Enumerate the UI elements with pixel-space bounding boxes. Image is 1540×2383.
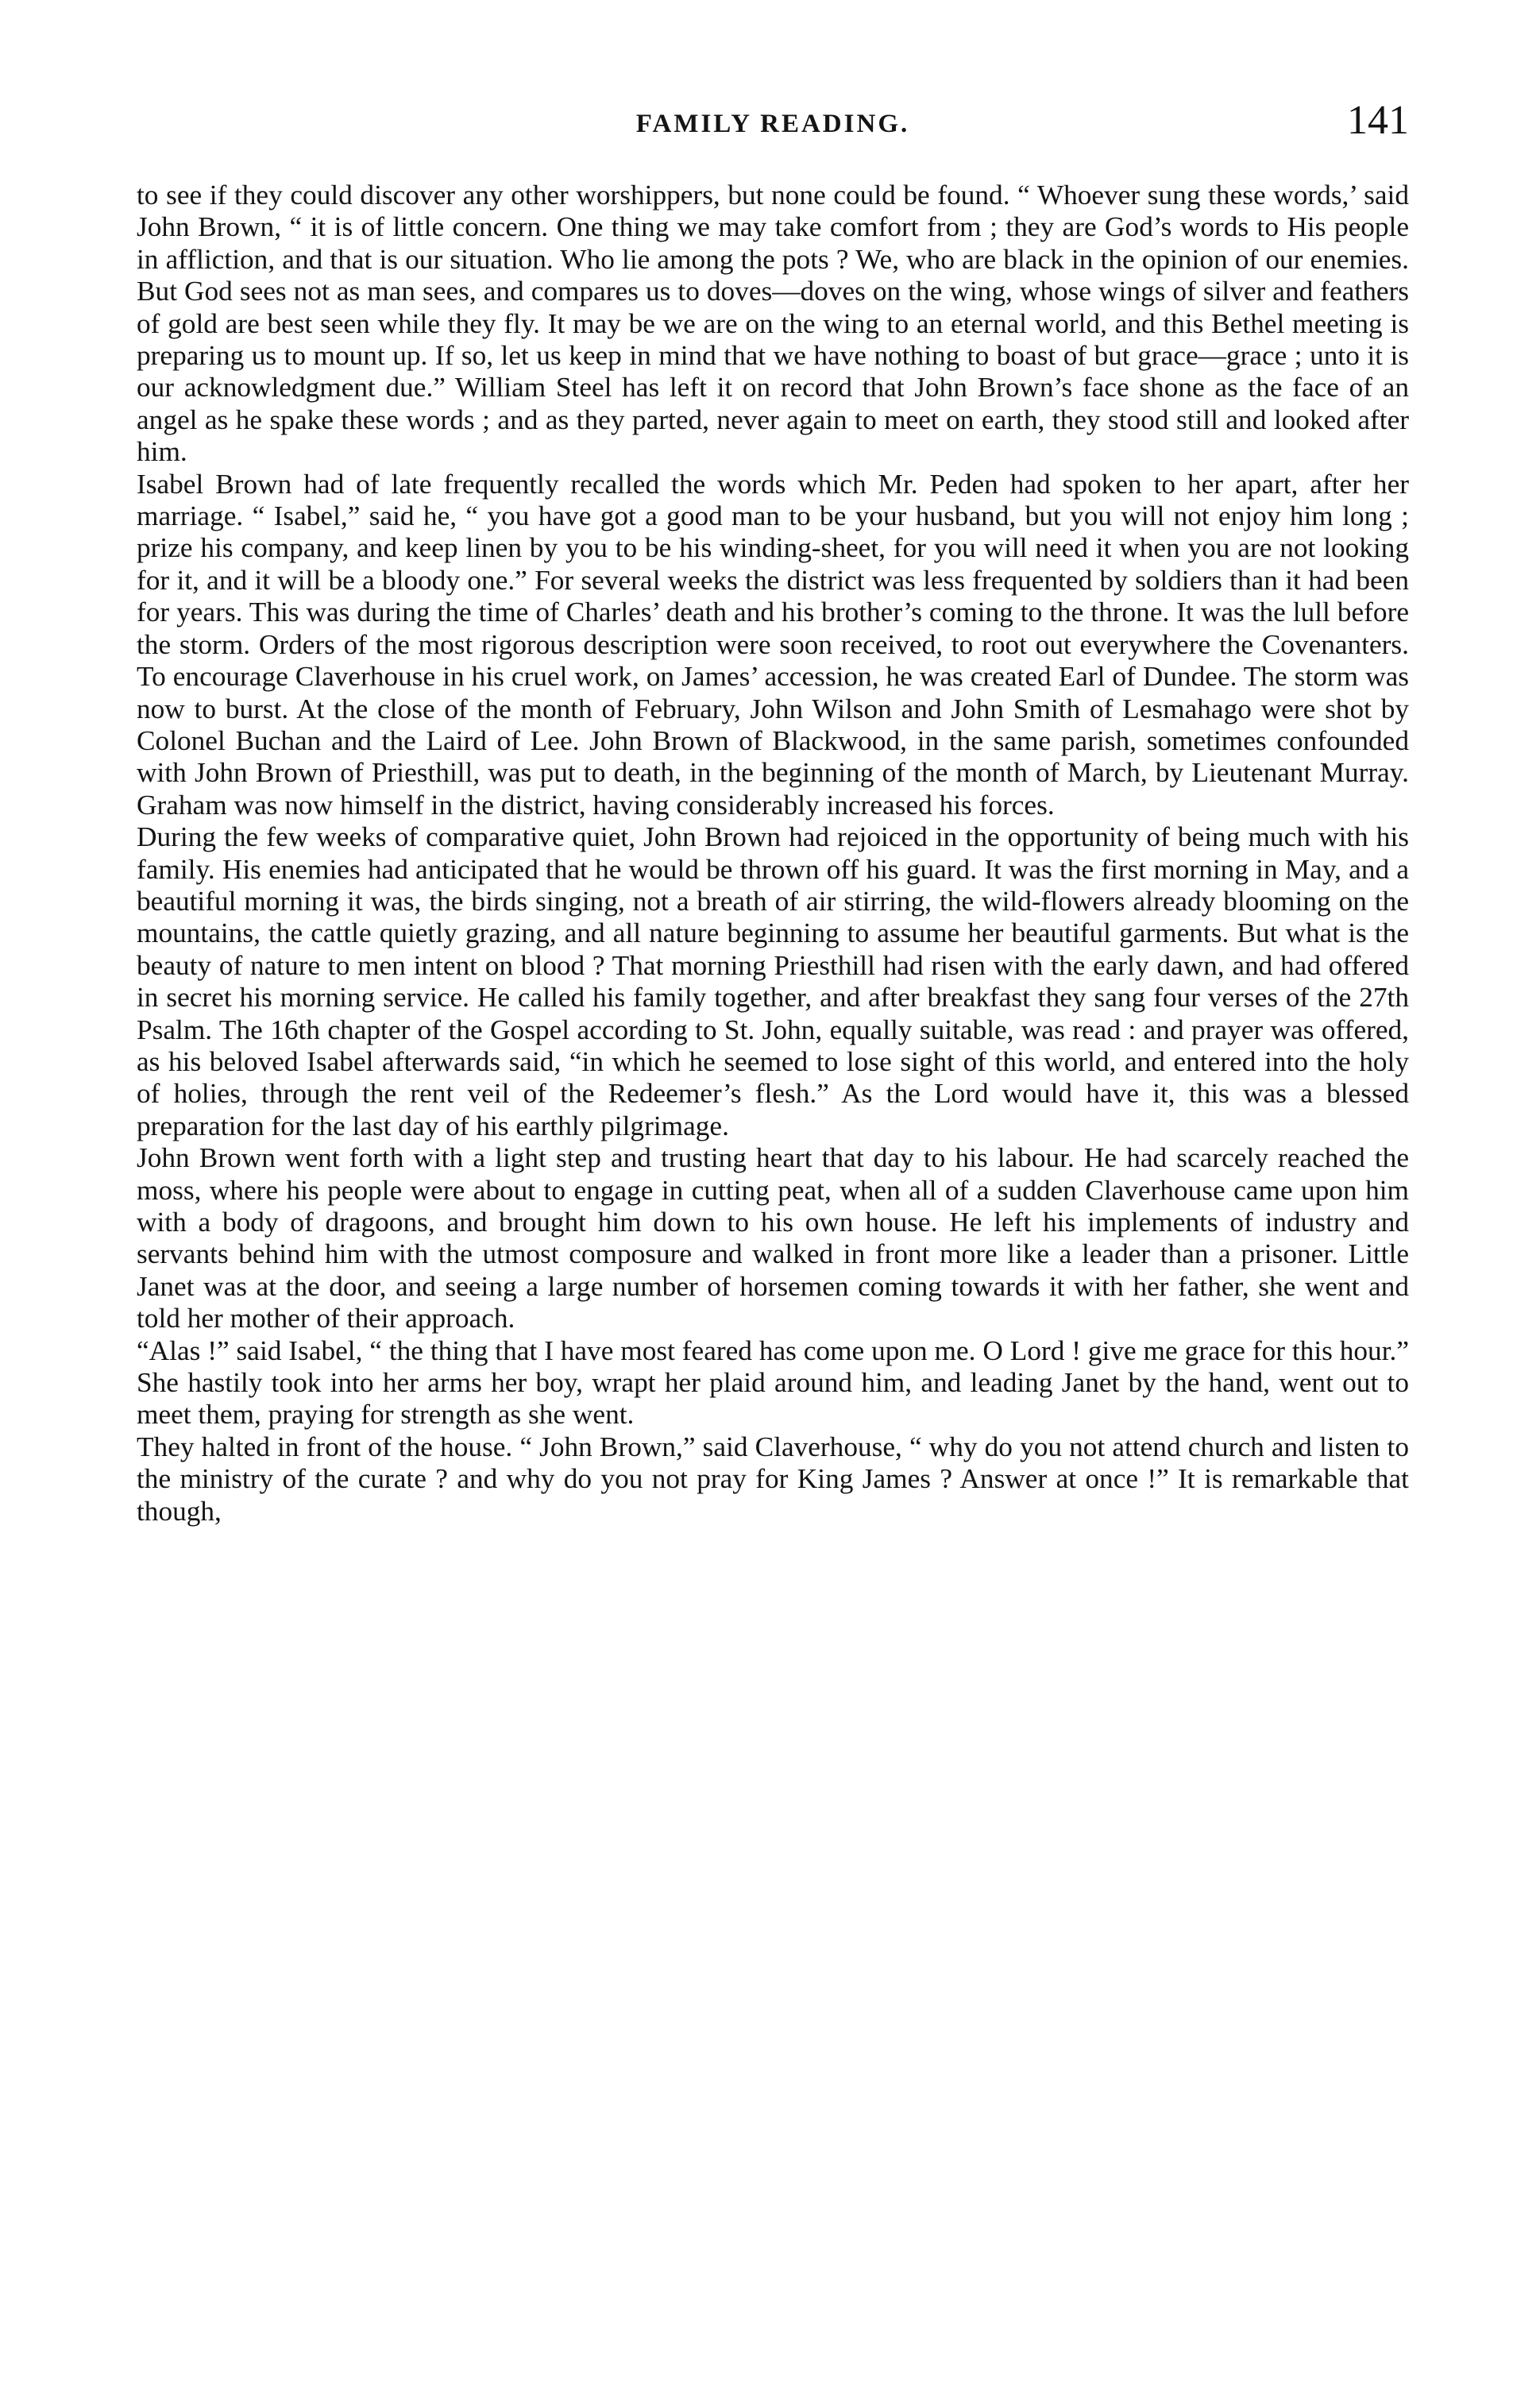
running-head — [137, 94, 1409, 157]
paragraph: During the few weeks of comparative quiet, John Brown had rejoiced in the opportunity of being much with his family. His enemies had anticipated that he would be thrown off his guard. It was the first morning in May, and a beautiful morning it was, the birds singing, not a breath of air stirring, the wild-flowers already blooming on the mountains, the cattle quietly grazing, and all nature beginning to assume her beautiful garments. But what is the beauty of nature to men intent on blood ? That morning Priesthill had risen with the early dawn, and had offered in secret his morning service. He called his family together, and after breakfast they sang four verses of the 27th Psalm. The 16th chapter of the Gospel according to St. John, equally suitable, was read : and prayer was offered, as his beloved Isabel afterwards said, “in which he seemed to lose sight of this world, and entered into the holy of holies, through the rent veil of the Redeemer’s flesh.” As the Lord would have it, this was a blessed preparation for the last day of his earthly pilgrimage. — [137, 821, 1409, 1141]
paragraph: They halted in front of the house. “ John Brown,” said Claverhouse, “ why do you not attend church and listen to the ministry of the curate ? and why do you not pray for King James ? Answer at once !” It is remarkable that though, — [137, 1431, 1409, 1527]
running-title: FAMILY READING. — [635, 110, 910, 138]
page-number: 141 — [1347, 98, 1409, 143]
body-text — [137, 180, 1409, 1528]
paragraph: “Alas !” said Isabel, “ the thing that I have most feared has come upon me. O Lord ! give me grace for this hour.” She hastily took into her arms her boy, wrapt her plaid around him, and leading Janet by the hand, went out to meet them, praying for strength as she went. — [137, 1334, 1409, 1431]
paragraph: Isabel Brown had of late frequently recalled the words which Mr. Peden had spoken to her apart, after her marriage. “ Isabel,” said he, “ you have got a good man to be your husband, but you will not enjoy him long ; prize his company, and keep linen by you to be his winding-sheet, for you will need it when you are not looking for it, and it will be a bloody one.” For several weeks the district was less frequented by soldiers than it had been for years. This was during the time of Charles’ death and his brother’s coming to the throne. It was the lull before the storm. Orders of the most rigorous description were soon received, to root out everywhere the Covenanters. To encourage Claverhouse in his cruel work, on James’ accession, he was created Earl of Dundee. The storm was now to burst. At the close of the month of February, John Wilson and John Smith of Lesmahago were shot by Colonel Buchan and the Laird of Lee. John Brown of Blackwood, in the same parish, sometimes confounded with John Brown of Priesthill, was put to death, in the beginning of the month of March, by Lieutenant Murray. Graham was now himself in the district, having considerably increased his forces. — [137, 468, 1409, 821]
paragraph: John Brown went forth with a light step and trusting heart that day to his labour. He had scarcely reached the moss, where his people were about to engage in cutting peat, when all of a sudden Claverhouse came upon him with a body of dragoons, and brought him down to his own house. He left his implements of industry and servants behind him with the utmost composure and walked in front more like a leader than a prisoner. Little Janet was at the door, and seeing a large number of horsemen coming towards it with her father, she went and told her mother of their approach. — [137, 1142, 1409, 1334]
paragraph: to see if they could discover any other worshippers, but none could be found. “ Whoever sung these words,’ said John Brown, “ it is of little concern. One thing we may take comfort from ; they are God’s words to His people in affliction, and that is our situation. Who lie among the pots ? We, who are black in the opinion of our enemies. But God sees not as man sees, and compares us to doves—doves on the wing, whose wings of silver and feathers of gold are best seen while they fly. It may be we are on the wing to an eternal world, and this Bethel meeting is preparing us to mount up. If so, let us keep in mind that we have nothing to boast of but grace—grace ; unto it is our acknowledgment due.” William Steel has left it on record that John Brown’s face shone as the face of an angel as he spake these words ; and as they parted, never again to meet on earth, they stood still and looked after him. — [137, 180, 1409, 468]
